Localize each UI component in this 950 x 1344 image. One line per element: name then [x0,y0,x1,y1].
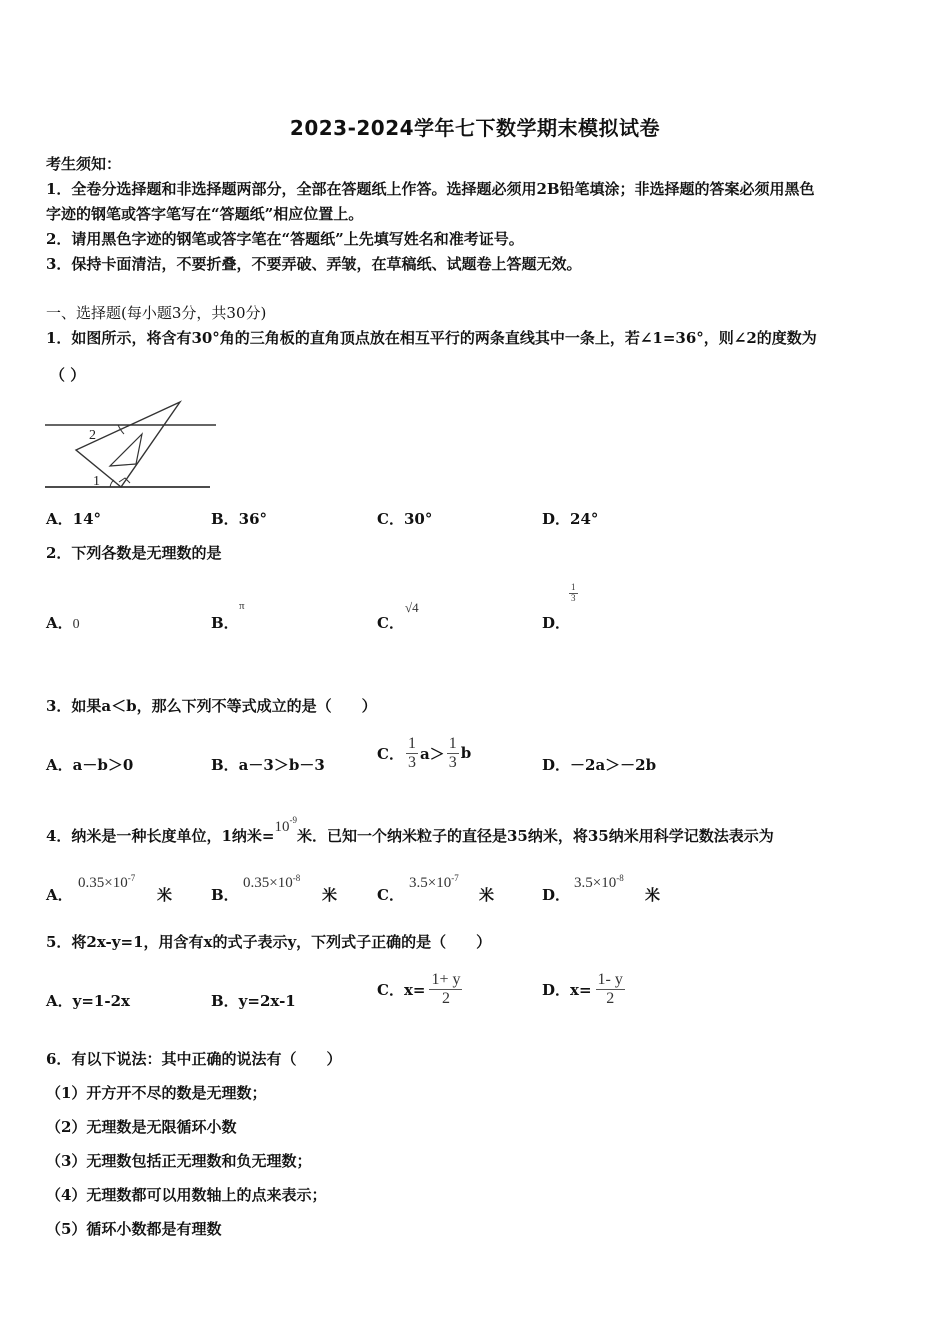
page-title: 2023-2024学年七下数学期末模拟试卷 [289,116,661,140]
angle-1-arc [110,480,114,487]
section-heading: 一、选择题(每小题3分，共30分) [46,304,267,322]
q4-option-d[interactable]: D． [542,886,571,904]
notice-item-1-cont: 字迹的钢笔或答字笔写在“答题纸”相应位置上。 [46,205,364,223]
q2-option-a[interactable]: A．0 [46,614,80,632]
q2-stem: 2．下列各数是无理数的是 [46,544,222,562]
triangle-ruler-outer [76,402,180,487]
q6-statement-3: （3）无理数包括正无理数和负无理数； [46,1152,312,1170]
q4-option-a-value: $0.35\times 10^{-7}$ [78,873,136,891]
q2-option-c[interactable]: C． [377,614,404,632]
q1-option-c[interactable]: C．30° [377,510,433,528]
q5-option-d[interactable]: D．x= $\frac{1- y}{2}$ [542,970,623,1007]
notice-item-2: 2．请用黑色字迹的钢笔或答字笔在“答题纸”上先填写姓名和准考证号。 [46,230,524,248]
q5-stem: 5．将2x-y=1，用含有x的式子表示y，下列式子正确的是（ ） [46,933,492,951]
q6-statement-2: （2）无理数是无限循环小数 [46,1118,237,1136]
q3-option-a[interactable]: A．a－b＞0 [46,756,134,774]
q4-option-d-value: $3.5\times 10^{-8}$ [574,873,624,891]
q4-option-c-value: $3.5\times 10^{-7}$ [409,873,459,891]
q2-option-b-pi: π [239,600,245,612]
q1-option-a[interactable]: A．14° [46,510,102,528]
q4-option-c-unit: 米 [479,886,495,904]
q6-statement-5: （5）循环小数都是有理数 [46,1220,222,1238]
q2-option-b[interactable]: B． [211,614,239,632]
q2-option-d[interactable]: D． [542,614,571,632]
q2-option-d-fraction: $\frac{1}{3}$ [571,582,576,603]
angle-1-label: 1 [93,474,100,489]
q1-option-b[interactable]: B．36° [211,510,268,528]
q3-option-d[interactable]: D．－2a＞－2b [542,756,657,774]
q5-option-a[interactable]: A．y=1-2x [46,992,130,1010]
q1-option-d[interactable]: D．24° [542,510,599,528]
q1-stem-paren: （ ） [50,366,86,384]
q3-stem: 3．如果a＜b，那么下列不等式成立的是（ ） [46,697,377,715]
q4-option-a[interactable]: A． [46,886,73,904]
angle-2-label: 2 [89,428,96,443]
q4-stem: 4．纳米是一种长度单位，1纳米$=10^{-9}$米．已知一个纳米粒子的直径是35纳米，将35纳米用科学记数法表示为 [46,815,774,845]
q1-triangle-figure [40,396,225,496]
q6-statement-4: （4）无理数都可以用数轴上的点来表示； [46,1186,327,1204]
notice-item-1: 1．全卷分选择题和非选择题两部分，全部在答题纸上作答。选择题必须用2B铅笔填涂；非选择题的答案必须用黑色 [46,180,815,198]
q4-option-b-value: $0.35\times 10^{-8}$ [243,873,301,891]
q1-stem: 1．如图所示，将含有30°角的三角板的直角顶点放在相互平行的两条直线其中一条上，若∠1=36°，则∠2的度数为 [46,329,817,347]
notice-item-3: 3．保持卡面清洁，不要折叠，不要弄破、弄皱，在草稿纸、试题卷上答题无效。 [46,255,582,273]
q6-stem: 6．有以下说法：其中正确的说法有（ ） [46,1050,342,1068]
notice-heading: 考生须知： [46,155,122,173]
q6-statement-1: （1）开方开不尽的数是无理数； [46,1084,267,1102]
q4-option-b-unit: 米 [322,886,338,904]
q4-option-b[interactable]: B． [211,886,239,904]
q4-option-a-unit: 米 [157,886,173,904]
q3-option-b[interactable]: B．a－3＞b－3 [211,756,325,774]
q5-option-b[interactable]: B．y=2x-1 [211,992,296,1010]
triangle-ruler-inner [110,434,142,466]
q2-option-c-sqrt: √4 [405,600,419,615]
q5-option-c[interactable]: C．x= $\frac{1+ y}{2}$ [377,970,461,1007]
q3-option-c[interactable]: C． $\frac{1}{3}$ a＞ $\frac{1}{3}$ b [377,734,472,771]
q4-option-c[interactable]: C． [377,886,404,904]
q4-option-d-unit: 米 [645,886,661,904]
